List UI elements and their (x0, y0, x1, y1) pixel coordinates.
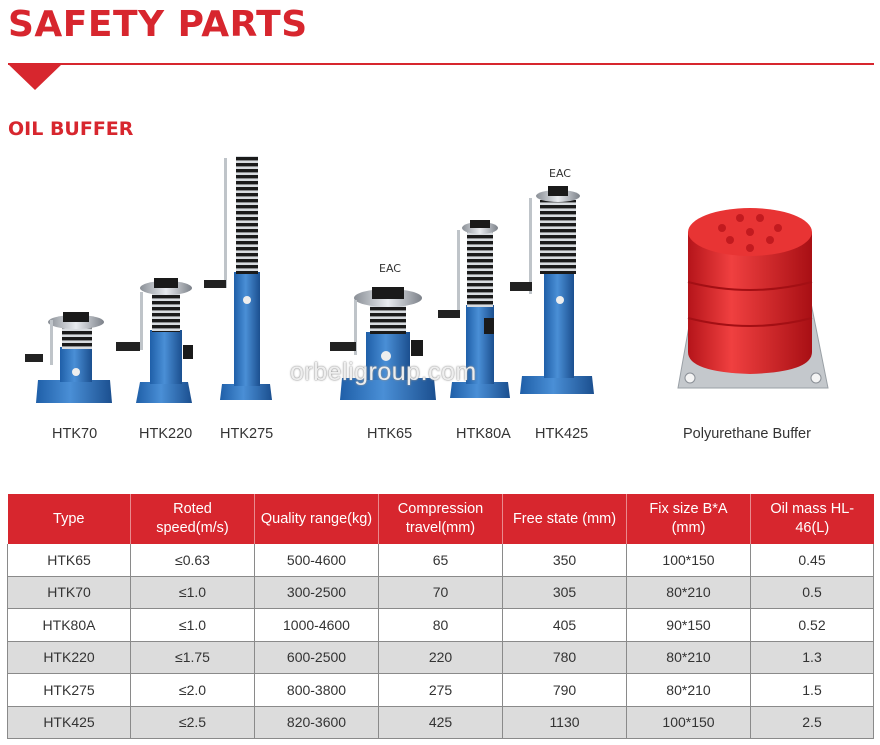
cell: ≤2.0 (131, 674, 255, 707)
cell: 790 (503, 674, 627, 707)
cell: HTK80A (8, 609, 131, 642)
cell: 80*210 (627, 641, 751, 674)
cell: HTK70 (8, 576, 131, 609)
cell: 405 (503, 609, 627, 642)
cell: 780 (503, 641, 627, 674)
cell: 100*150 (627, 544, 751, 576)
polyurethane-buffer-image (678, 208, 828, 388)
cell: 70 (379, 576, 503, 609)
cell: ≤1.0 (131, 576, 255, 609)
cell: ≤1.0 (131, 609, 255, 642)
header-free-state: Free state (mm) (503, 494, 627, 544)
cell: ≤2.5 (131, 706, 255, 739)
watermark-text: orbeligroup.com (290, 358, 477, 386)
cell: HTK65 (8, 544, 131, 576)
cell: 80*210 (627, 674, 751, 707)
cell: 100*150 (627, 706, 751, 739)
cell: ≤1.75 (131, 641, 255, 674)
header-speed: Roted speed(m/s) (131, 494, 255, 544)
table-row (8, 609, 874, 642)
cell: 65 (379, 544, 503, 576)
caption-htk70: HTK70 (52, 426, 98, 442)
caption-htk65: HTK65 (367, 426, 413, 442)
htk275-buffer-image (204, 156, 272, 400)
specifications-table (7, 494, 874, 739)
htk220-buffer-image (116, 278, 193, 403)
header-compression-travel: Compression travel(mm) (379, 494, 503, 544)
cell: 425 (379, 706, 503, 739)
header-type: Type (8, 494, 131, 544)
table-header-row (8, 494, 874, 544)
cell: HTK275 (8, 674, 131, 707)
table-row (8, 641, 874, 674)
cell: HTK425 (8, 706, 131, 739)
cell: 1.3 (751, 641, 874, 674)
table-row (8, 706, 874, 739)
header-quality-range: Quality range(kg) (255, 494, 379, 544)
title-divider (8, 63, 874, 65)
cell: 2.5 (751, 706, 874, 739)
header-fix-size: Fix size B*A (mm) (627, 494, 751, 544)
page-title: SAFETY PARTS (8, 4, 308, 45)
eac-mark-1: EAC (379, 262, 401, 275)
table-row (8, 674, 874, 707)
htk70-buffer-image (25, 312, 112, 403)
cell: 1000-4600 (255, 609, 379, 642)
cell: 275 (379, 674, 503, 707)
cell: 500-4600 (255, 544, 379, 576)
cell: 820-3600 (255, 706, 379, 739)
cell: 350 (503, 544, 627, 576)
header-oil-mass: Oil mass HL-46(L) (751, 494, 874, 544)
cell: 0.5 (751, 576, 874, 609)
cell: 0.52 (751, 609, 874, 642)
cell: 80*210 (627, 576, 751, 609)
caption-htk80a: HTK80A (456, 426, 511, 442)
cell: 305 (503, 576, 627, 609)
cell: ≤0.63 (131, 544, 255, 576)
table-row (8, 544, 874, 576)
htk425-buffer-image (510, 167, 594, 394)
caption-htk275: HTK275 (220, 426, 274, 442)
caption-htk425: HTK425 (535, 426, 589, 442)
cell: 220 (379, 641, 503, 674)
cell: 800-3800 (255, 674, 379, 707)
section-title: OIL BUFFER (8, 118, 134, 140)
table-row (8, 576, 874, 609)
cell: 1.5 (751, 674, 874, 707)
cell: 600-2500 (255, 641, 379, 674)
title-triangle-marker (8, 64, 62, 90)
cell: 80 (379, 609, 503, 642)
cell: 90*150 (627, 609, 751, 642)
caption-polyurethane-buffer: Polyurethane Buffer (683, 426, 811, 442)
cell: 300-2500 (255, 576, 379, 609)
cell: 1130 (503, 706, 627, 739)
cell: 0.45 (751, 544, 874, 576)
caption-htk220: HTK220 (139, 426, 193, 442)
eac-mark-2: EAC (549, 167, 571, 180)
cell: HTK220 (8, 641, 131, 674)
